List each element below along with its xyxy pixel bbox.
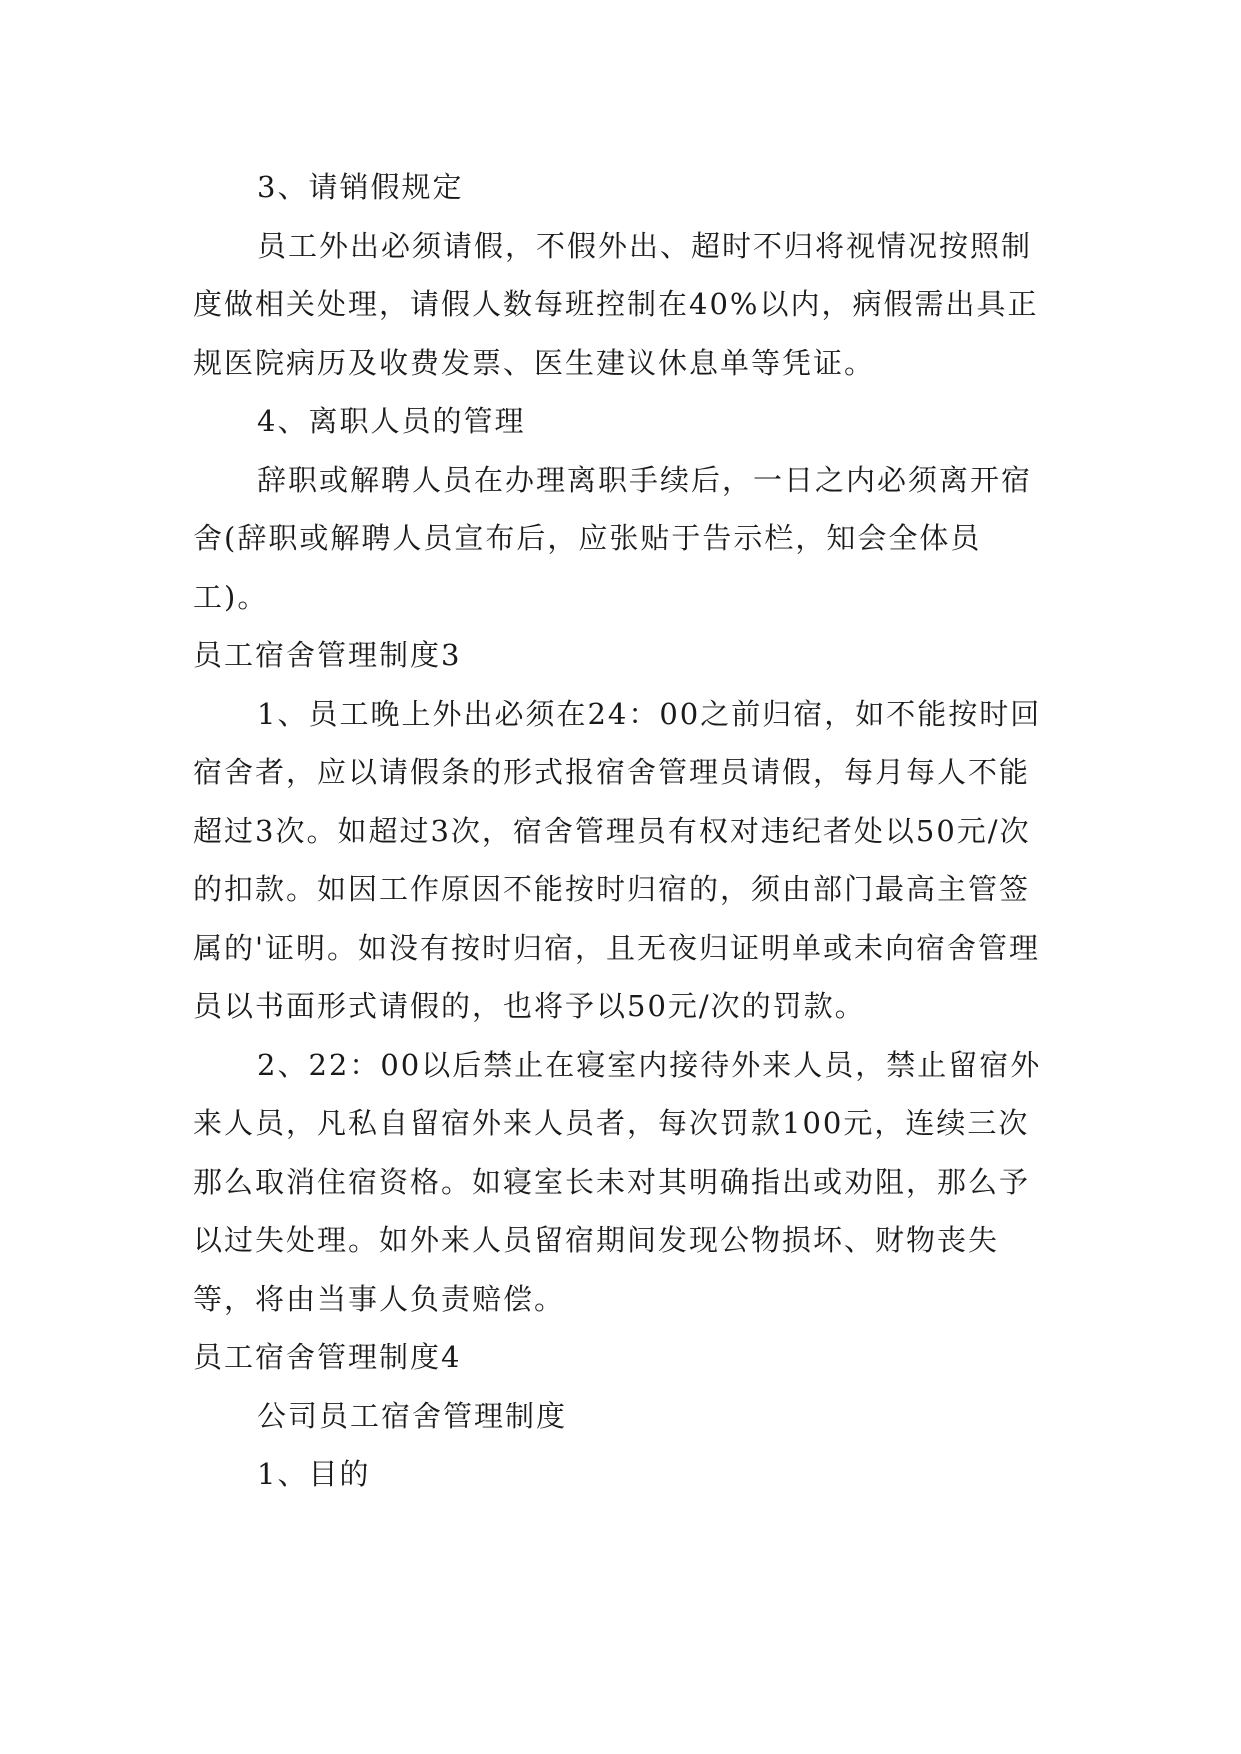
paragraph-curfew: 1、员工晚上外出必须在24：00之前归宿，如不能按时回宿舍者，应以请假条的形式报宿舍管理员请假，每月每人不能超过3次。如超过3次，宿舍管理员有权对违纪者处以50元/次的扣款。如因工作原因不能按时归宿的，须由部门最高主管签属的'证明。如没有按时归宿，且无夜归证明单或未向宿舍管理员以书面形式请假的，也将予以50元/次的罚款。: [193, 696, 1042, 1023]
subheading-company-dorm-rules: 公司员工宿舍管理制度: [257, 1398, 568, 1433]
subheading-leave-rules: 3、请销假规定: [257, 170, 464, 204]
section-title-3: 员工宿舍管理制度3: [193, 638, 462, 672]
document-body: [193, 158, 1053, 1504]
subheading-resigned-staff: 4、离职人员的管理: [257, 404, 526, 438]
paragraph-visitors: 2、22：00以后禁止在寝室内接待外来人员，禁止留宿外来人员，凡私自留宿外来人员者，每次罚款100元，连续三次那么取消住宿资格。如寝室长未对其明确指出或劝阻，那么予以过失处理。如外来人员留宿期间发现公物损坏、财物丧失等，将由当事人负责赔偿。: [193, 1047, 1042, 1316]
subheading-purpose: 1、目的: [257, 1457, 371, 1491]
paragraph-resigned-staff: 辞职或解聘人员在办理离职手续后，一日之内必须离开宿舍(辞职或解聘人员宣布后，应张贴于告示栏，知会全体员工)。: [193, 462, 1033, 614]
paragraph-leave-rules: 员工外出必须请假，不假外出、超时不归将视情况按照制度做相关处理，请假人数每班控制在40%以内，病假需出具正规医院病历及收费发票、医生建议休息单等凭证。: [193, 228, 1039, 380]
section-title-4: 员工宿舍管理制度4: [193, 1340, 462, 1374]
